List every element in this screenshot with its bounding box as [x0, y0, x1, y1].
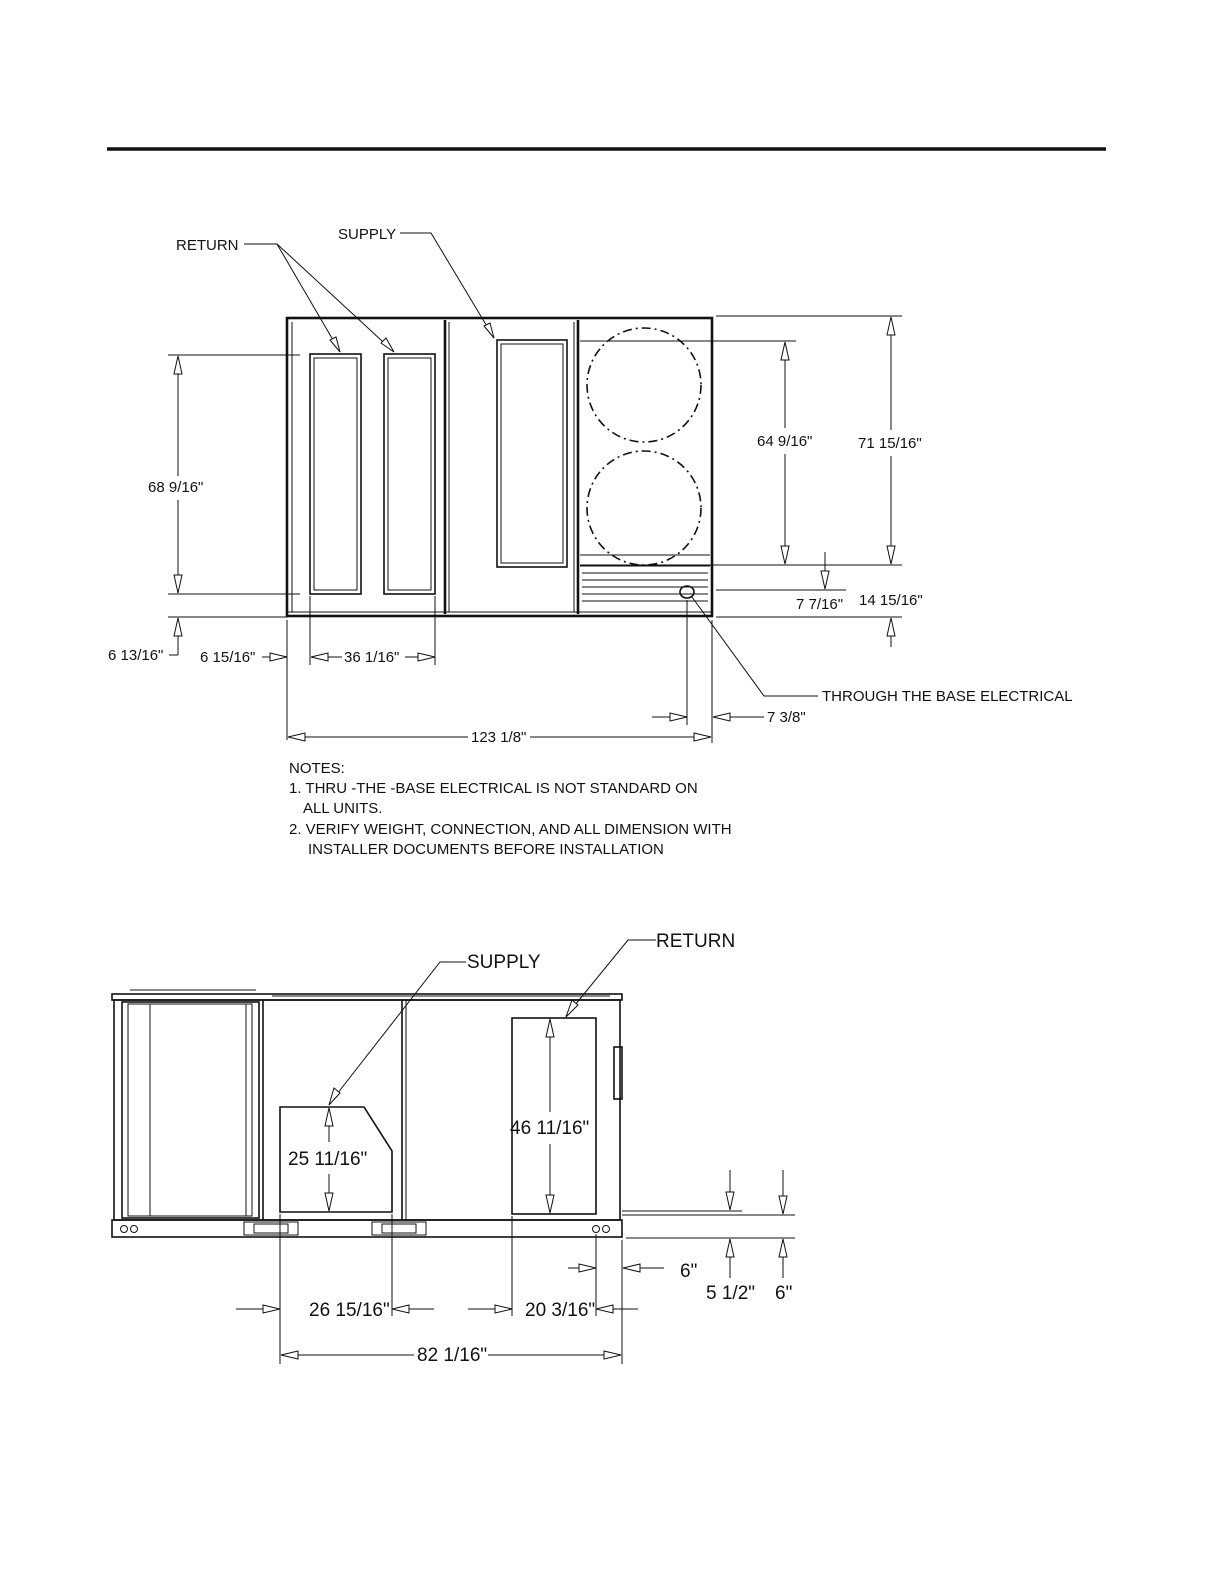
note-2: 2. VERIFY WEIGHT, CONNECTION, AND ALL DIMENSION WITH	[289, 821, 732, 838]
side-unit-outline	[114, 1000, 620, 1220]
return-opening-1	[310, 354, 361, 594]
through-base-label: THROUGH THE BASE ELECTRICAL	[822, 688, 1073, 705]
dim-20-3-16: 20 3/16"	[525, 1300, 596, 1321]
dim-6-horizontal: 6"	[680, 1261, 698, 1282]
side-view	[112, 931, 795, 1366]
dim-36-1-16: 36 1/16"	[344, 649, 400, 666]
dim-26-15-16: 26 15/16"	[309, 1300, 390, 1321]
dim-6-vertical: 6"	[775, 1283, 793, 1304]
side-return-label: RETURN	[656, 931, 736, 952]
dim-46-11-16: 46 11/16"	[510, 1118, 590, 1139]
dim-6-13-16: 6 13/16"	[108, 647, 164, 664]
note-1: 1. THRU -THE -BASE ELECTRICAL IS NOT STANDARD ON	[289, 780, 698, 797]
return-opening-2	[384, 354, 435, 594]
base-rail	[112, 1220, 622, 1237]
side-supply-label: SUPPLY	[467, 952, 541, 973]
dim-6-15-16: 6 15/16"	[200, 649, 256, 666]
side-supply-leader	[330, 962, 466, 1103]
dim-7-7-16: 7 7/16"	[796, 596, 844, 613]
note-2-continued: INSTALLER DOCUMENTS BEFORE INSTALLATION	[308, 841, 664, 858]
condenser-fan-1	[587, 328, 701, 442]
note-1-continued: ALL UNITS.	[303, 800, 383, 817]
notes-heading: NOTES:	[289, 760, 345, 777]
dim-123-1-8: 123 1/8"	[471, 729, 527, 746]
supply-leader	[400, 233, 494, 338]
supply-label: SUPPLY	[338, 226, 397, 243]
dim-64-9-16: 64 9/16"	[757, 433, 813, 450]
dim-82-1-16: 82 1/16"	[417, 1345, 488, 1366]
unit-outline	[287, 318, 712, 616]
dim-25-11-16: 25 11/16"	[288, 1149, 368, 1170]
side-return-leader	[566, 940, 656, 1016]
supply-opening	[497, 340, 567, 567]
dim-71-15-16: 71 15/16"	[858, 435, 922, 452]
condenser-fan-2	[587, 451, 701, 565]
dim-14-15-16: 14 15/16"	[859, 592, 923, 609]
dim-7-3-8: 7 3/8"	[767, 709, 806, 726]
thru-base-electrical-knockout	[680, 586, 694, 598]
top-view	[108, 226, 1073, 858]
side-return-opening	[512, 1018, 596, 1214]
return-label: RETURN	[176, 237, 239, 254]
dim-5-1-2: 5 1/2"	[706, 1283, 756, 1304]
notes-block	[289, 760, 732, 858]
dim-68-9-16: 68 9/16"	[148, 479, 204, 496]
